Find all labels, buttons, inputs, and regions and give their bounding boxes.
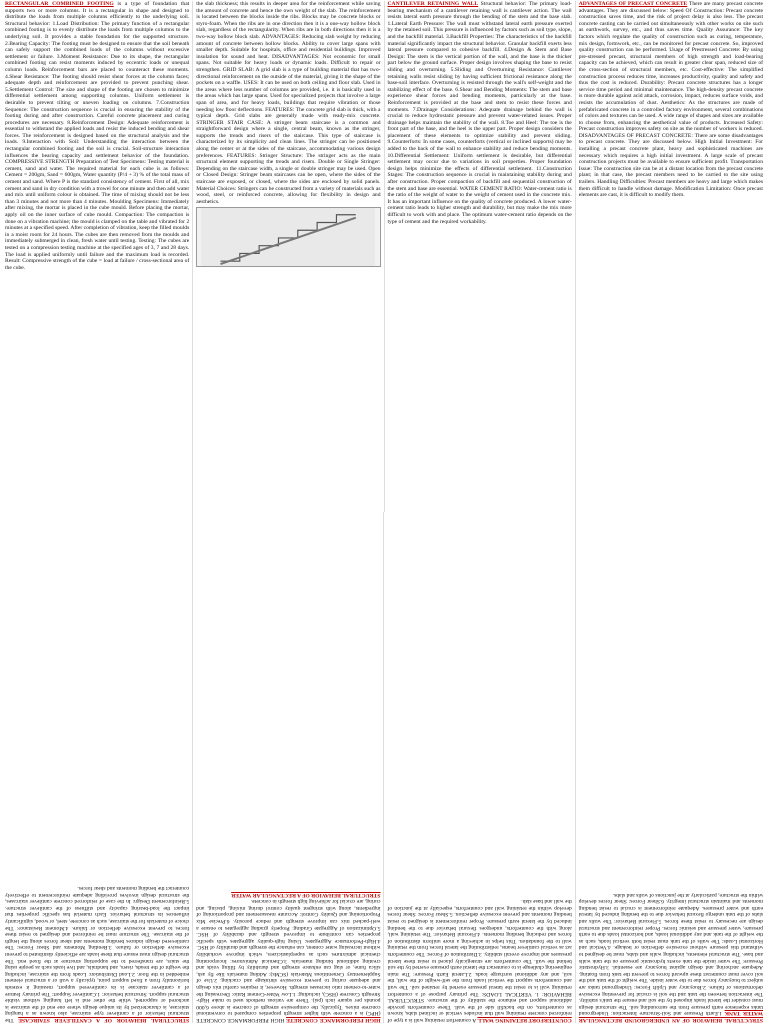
heading-high-performance-concrete: HIGH PERFORMANCE CONCRETE bbox=[286, 1017, 381, 1023]
stair-figure bbox=[196, 207, 380, 267]
top-column-2 bbox=[192, 1, 383, 512]
stair-illustration bbox=[197, 208, 379, 266]
body-cantilever-staircase: The structural behavior of a cantilever type staircase, also known as a hanging staircase, is characterized by its unique design where one end of the staircase is anchored or supported, while the other end is left hanging without visible structural support. Structural behavior: 1.Cantilever Support: The primary feature of a cantilever staircase is its cantilevered support, meaning it extends horizontally from a fixed support point, typically a wall or a structural element embedded in the floor. 2.Load Distribution: Loads from the staircase, including the weight of the treads, risers, and handrails, and live loads such as people using the stairs, are transferred to the supporting structure at the fixed end. The structural design must ensure that these loads are efficiently distributed to prevent excessive deflection or failure. 3.Bending Moments and Shear Forces: The cantilevered design induces bending moments and shear forces along the length of the staircase. The structure must be reinforced and designed to resist these forces to prevent excessive deflection or failure. 4.Moment Resistance: The choice of materials for the staircase, such as concrete, steel, or wood, significantly influences its structural behavior. Each material has specific properties that impact the load-bearing capacity and stiffness of the cantilever structure. 5.Reinforcement Design: In the case of reinforced concrete cantilever staircases, the structural design involves providing adequate reinforcement to effectively counteract the bending moments and shear forces. bbox=[5, 885, 190, 1023]
body-counterfort-retaining-wall: A counterfort retaining wall is a type of reinforced concrete retaining wall that includes vertical or inclined slabs, known as counterforts, on the backfill side of the wall. These counterforts provide additional support and enhance the stability of the structure. STRUCTURAL BEHAVIOR: 1. VERTICAL LOADS: The primary purpose of a counterfort retaining wall is to resist the lateral pressure exerted by retained soil. The wall and counterforts support the vertical loads from the self-weight of the wall, the soil, and any additional surcharge loads. 2.Lateral Earth Pressure: The main engineering challenge is to counteract the lateral earth pressure exerted by the soil behind the wall. The counterforts are strategically placed to resist these lateral pressures and improve overall stability. 3.Distribution of Forces: The counterforts act as vertical cantilever beams, redistributing the lateral forces from the retaining wall to the foundation. This helps in achieving a more uniform distribution of forces and reducing bending moments. 4.Flexural Behavior: The retaining wall, along with the counterforts, undergoes flexural behavior due to the bending induced by the lateral earth pressure. Proper reinforcement is designed to resist bending moments and prevent excessive deflection. 5.Shear Forces: Shear forces develop within the retaining wall and counterforts, especially at the junction of the wall and base slab. bbox=[387, 898, 572, 1023]
heading-rectangular-water-tank: STRUCTURAL BEHAVIOR OF A RECTANGULAR WATER bbox=[231, 891, 381, 898]
lower-half-inverted bbox=[0, 512, 768, 1024]
bottom-column-2 bbox=[385, 512, 576, 1023]
top-column-3 bbox=[384, 1, 575, 512]
top-column-4 bbox=[575, 1, 766, 512]
bottom-column-1 bbox=[576, 512, 766, 1023]
body-high-performance-concrete: HIGH PERFORMANCE CONCRETE (HPC) is a concrete with higher strength properties compared to conventional concrete mixes. Typically, the compressive strength of concrete is above 6,000 pounds per square inch (psi). There are various methods used to make High-Strength Concrete (HSC), including: 1.Low Water-Cement Ratio: Decreasing the water-to-cement ratio increases strength. However, it requires careful mix design and adequate curing to prevent excessive shrinkage and cracking. 2.Use of Supplementary Cementitious Materials (SCMs): Adding materials like fly ash, silica fume, or slag can enhance strength and durability by filling voids and creating additional binding materials. 3.Chemical Admixtures: Incorporating chemical admixtures such as superplasticizers, which improve workability without increasing water content, can enhance the strength and durability of HSC. 4.High-Performance Aggregates: Using high-quality aggregates with specific properties can contribute to improved strength and durability of HSC. 5.Optimization of Aggregate Grading: Properly grading aggregates to ensure a well-packed mix can improve strength and reduce porosity. 6.Precise Mix Proportioning and Quality Control: Accurate measurement and proportioning of ingredients, along with stringent quality control during mixing, placing, and curing, are crucial for achieving high strength in concrete. bbox=[196, 898, 381, 1023]
heading-precast-advantages: ADVANTAGES OF PRECAST CONCRETE bbox=[578, 1, 688, 7]
body-cantilever-retaining-wall: Structural behavior: The primary load-bearing mechanism of a cantilever retaining wall is cantilever action. The wall resists lateral earth pressure through the bending of the stem and the base slab. 1.Lateral Earth Pressure: The wall must withstand lateral earth pressure exerted by the retained soil. This pressure is influenced by factors such as soil type, slope, and the backfill material. 3.Backfill Properties: The characteristics of the backfill material significantly impact the structural behavior. Granular backfill exerts less lateral pressure compared to cohesive backfill. 4.Design & Stem and Base Design: The stem is the vertical portion of the wall, and the base is the thicker part below the ground surface. Proper design involves shaping the base to resist sliding and overturning. 5.Sliding and Overturning Resistance: Cantilever retaining walls resist sliding by having sufficient frictional resistance along the base-soil interface. Overturning is resisted through the wall's self-weight and the stabilizing effect of the base. 6.Shear and Bending Moments: The stem and base experience shear forces and bending moments, particularly at the base. Reinforcement is provided at the base and stem to resist these forces and moments. 7.Drainage Considerations: Adequate drainage behind the wall is crucial to reduce hydrostatic pressure and prevent water-related issues. Proper drainage helps maintain the stability of the wall. 8.Toe and Heel: The toe is the front part of the base, and the heel is the upper part. Proper design considers the placement of these elements to optimize stability and prevent sliding. 9.Counterforts: In some cases, counterforts (vertical or inclined supports) may be added to the back of the wall to enhance stability and reduce bending moments. 10.Differential Settlement: Uniform settlement is desirable, but differential settlement may occur due to variations in soil properties. Proper foundation design helps minimize the effects of differential settlement. 11.Construction Stages: The construction sequence is crucial in maintaining stability during and after construction. Proper compaction of backfill and sequential construction of the stem and base are essential. WATER CEMENT RATIO: Water-cement ratio is the ratio of the weight of water to the weight of cement used in the concrete mix. It has an important influence on the quality of concrete produced. A lower water-cement ratio leads to higher strength and durability, but may make the mix more difficult to work with and place. The optimum water-cement ratio depends on the type of cement and the required workability. bbox=[387, 1, 572, 225]
body-underground-water-tank: 1.Earth Pressure and Soil-Structure Interaction: Underground tanks experience earth pressure from the surrounding soil. The structural design must consider the lateral loads imposed by the soil and ensure the tank's stability. The interaction between the tank and the soil is crucial for preventing excessive deformations or failure. 2.Buoyancy and Uplift Forces: Underground tanks are subject to buoyancy forces due to the water inside. The weight of the tank and the soil cover must counteract these upward forces to prevent the tank from floating. Adequate anchoring and design against buoyancy are essential. 3.Hydrostatic Pressure: The water inside the tank exerts hydrostatic pressure on the tank walls and base. The structural elements, including walls and slabs, must be designed to withstand this pressure without excessive deflection or leakage. 4.Vertical and Horizontal Loads: The walls of the tank must resist both vertical loads, such as the weight of the tank and any additional loads, and horizontal loads due to earth pressure, water pressure and seismic forces. Proper reinforcement and structural design are necessary to resist these forces. 5.Flexural Behavior: The walls and slabs of the tank undergo flexural behavior due to the bending induced by lateral earth and water pressures. Adequate reinforcement is crucial to resist bending moments and maintain structural integrity. 6.Shear Forces: Shear forces develop within the structure, particularly at the junctions of walls and slabs. bbox=[578, 891, 763, 1017]
top-column-1 bbox=[2, 1, 192, 512]
heading-underground-water-tank: STRUCTURAL BEHAVIOR OF AN UNDERGROUND RECTANGULAR WATER TANK bbox=[578, 1010, 763, 1023]
body-rectangular-combined-footing: is a type of foundation that supports two or more columns. It is a rectangular in shape and designed to distribute the loads from multiple columns efficiently to the underlying soil. Structural behavior: 1.Load Distribution: The primary function of a rectangular combined footing is to evenly distribute the loads from multiple columns to the underlying soil. It provides a stable foundation for the supported structure. 2.Bearing Capacity: The footing must be designed to ensure that the soil beneath can safely support the combined loads of the columns without excessive settlement or failure. 3.Moment Resistance: Due to its shape, the rectangular combined footing can resist moments induced by eccentric loads or unequal column loads. Reinforcement bars are placed to counteract these moments. 4.Shear Resistance: The footing should resist shear forces at the column faces; adequate depth and reinforcement are provided to prevent punching shear. 5.Settlement Control: The size and shape of the footing are chosen to minimize differential settlement among supporting columns. Uniform settlement is desirable to prevent tilting or uneven loading on columns. 7.Construction Sequence: The construction sequence is crucial in ensuring the stability of the footing during and after construction. Careful concrete placement and curing procedures are necessary. 8.Reinforcement Design: Adequate reinforcement is essential to withstand the applied loads and resist the induced bending and shear forces. The reinforcement is designed based on the structural analysis and the loads. 9.Interaction with Soil: Understanding the interaction between the rectangular combined footing and the soil is crucial. Soil-structure interaction influences the bearing capacity and settlement behavior of the foundation. COMPRESSIVE STRENGTH Preparation of Test Specimens: Testing material is cement, sand and water. The required material for each cube is as follows: Cement = 200gm, Sand = 600gm, Water quantity (P/4 + 3) % of the total mass of cement and sand. Where P is the standard consistency of cement. First of all, mix cement and sand in dry condition with a trowel for one minute and then add water and mix until uniform colour is obtained. The time of mixing should not be less than 3 minutes and not more than 4 minutes. Moulding Specimens: Immediately after mixing, the mortar is placed in the cube mould. Before placing the mortar, apply oil on the inner surface of cube mould. Compaction: The compaction is done on a vibration machine; the mould is clamped on the table and vibrated for 2 minutes at a specified speed. After completion of vibration, keep the filled moulds in a moist room for 24 hours. The cubes are then removed from the moulds and immediately submerged in clean, fresh water until testing. Testing: The cubes are tested on a compression testing machine at the specified ages of 3, 7 and 28 days. The load is applied uniformly until failure and the maximum load is recorded. Result: Compressive strength of the cube = load at failure / cross-sectional area of the cube. bbox=[5, 1, 190, 271]
bottom-column-4 bbox=[2, 512, 193, 1023]
bottom-column-3 bbox=[193, 512, 384, 1023]
heading-cantilever-staircase: STRUCTURAL BEHAVIOR OF A CANTILEVER STAIRCASE bbox=[18, 1017, 190, 1023]
heading-rectangular-combined-footing: RECTANGULAR COMBINED FOOTING bbox=[5, 1, 114, 7]
heading-counterfort-retaining-wall: COUNTERFORT RETAINING WALL bbox=[477, 1017, 572, 1023]
body-precast-advantages: There are many precast concrete advantages. They are discussed below: Speed Of Construction: Precast concrete construction saves time, and the risk of project delay is also less. The precast concrete casting can be carried out simultaneously with other works on site such as earthwork, survey, etc., and thus saves time. Quality Assurance: The key factors which regulate the quality of construction such as curing, temperature, mix design, formwork, etc., can be monitored for precast concrete. So, improved quality construction can be performed. Usage of Prestressed Concrete: By using pre-stressed precast, structural members of high strength and load-bearing capacity can be achieved, which can result in greater clear span, reduced size of the cross-section of structural members, etc. Cost-effective: The simplified construction process reduces time, increases productivity, quality and safety and thus the cost is reduced. Durability: Precast concrete structures has a longer service time period and minimal maintenance. The high-density precast concrete is more durable against acid attack, corrosion, impact, reduces surface voids, and resists the accumulation of dust. Aesthetics: As the structures are made of prefabricated concrete in a controlled factory environment, several combinations of colors and textures can be used. A wide range of shapes and sizes are available to choose from, enhancing the aesthetical value of products. Increased Safety: Precast construction improves safety on site as the number of workers is reduced. DISADVANTAGES OF PRECAST CONCRETE: There are some disadvantages to precast concrete. They are discussed below. High Initial Investment: For installing a precast concrete plant, heavy and sophisticated machines are necessary which requires a high initial investment. A large scale of precast construction projects must be available to ensure sufficient profit. Transportation Issue: The construction site can be at a distant location from the precast concrete plant; in that case, the precast members need to be carried to the site using trailers. Handling Difficulties: Precast members are heavy and large which makes them difficult to handle without damage. Modification Limitation: Once precast elements are cast, it is difficult to modify them. bbox=[578, 1, 763, 199]
heading-cantilever-retaining-wall: CANTILEVER RETAINING WALL bbox=[387, 1, 479, 7]
body-hollow-block-grid-stringer: the slab thickness; this results in deeper area for the reinforcement while saving the amount of concrete and hence the own weight of the slab. The reinforcement is located between the blocks inside the ribs. Blocks may be concrete blocks or styro-foam. When the ribs are in one direction then it is a one-way hollow block slab, regardless of the rectangularity. When ribs are in both directions then it is a two-way hollow block slab. ADVANTAGES: Reducing slab weight by reducing amount of concrete between hollow blocks. Ability to cover large spans with smaller depth. Suitable for hospitals, office and residential buildings. Improved insulation for sound and heat. DISADVANTAGES: Not economic for small spans. Not suitable for heavy loads or dynamic loads. Difficult to repair or strengthen. GRID SLAB: A grid slab is a type of building material that has two-directional reinforcement on the outside of the material, giving it the shape of the pockets on a waffle. USES: It can be used on both ceiling and floor slab. Used in the areas where less number of columns are provided, i.e. it is basically used in the areas which has large spans. Used for specialized projects that involve a large span of area, and for heavy loads, buildings that require vibration or those needing low floor deflections. FEATURES: The concrete grid slab is thick, with a typical depth. Grid slabs are generally made with ready-mix concrete. STRINGER STAIR CASE: A stringer beam staircase is a common and straightforward design where a single, central beam, known as the stringer, supports the treads and risers of the staircase. This type of staircase is characterized by its simplicity and clean lines. The stringer can be positioned along the center or at the sides of the staircase, accommodating various design preferences. FEATURES: Stringer Structure: The stringer acts as the main structural element supporting the treads and risers. Double or Single Stringer: Depending on the staircase width, a single or double stringer may be used. Open or Closed Design: Stringer beam staircases can be open, where the sides of the staircase are exposed, or closed, where the sides are enclosed by solid panels. Material Choices: Stringers can be constructed from a variety of materials such as wood, steel, or reinforced concrete, allowing for flexibility in design and aesthetics. bbox=[196, 1, 381, 205]
